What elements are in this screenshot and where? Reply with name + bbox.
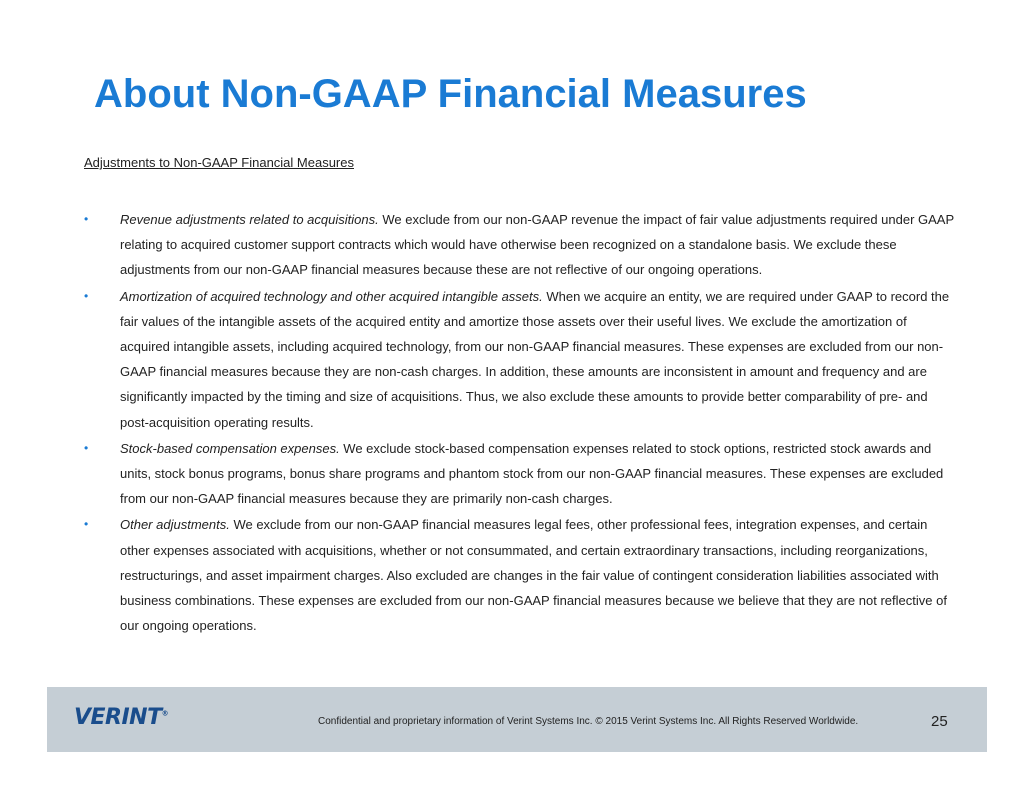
bullet-text: We exclude from our non-GAAP financial measures legal fees, other professional fees, integration expenses, and certain other expenses associated with acquisitions, whether or not consummated, and certain extraordinary transactions, including reorganizations, restructurings, and asset impairment charges. Also excluded are changes in the fair value of contingent consideration liabilities associated with business combinations. These expenses are excluded from our non-GAAP financial measures because we believe that they are not reflective of our ongoing operations. <box>120 517 947 634</box>
page-title: About Non-GAAP Financial Measures <box>94 72 807 116</box>
registered-mark: ® <box>161 709 169 718</box>
bullet-lead: Other adjustments. <box>120 517 230 533</box>
bullet-text: We exclude stock-based compensation expenses related to stock options, restricted stock awards and units, stock bonus programs, bonus share programs and phantom stock from our non-GAAP financial measures. These expenses are excluded from our non-GAAP financial measures because they are primarily non-cash charges. <box>120 440 944 507</box>
bullet-text: When we acquire an entity, we are required under GAAP to record the fair values of the intangible assets of the acquired entity and amortize those assets over their useful lives. We exclude the amortization of acquired intangible assets, including acquired technology, from our non-GAAP financial measures. These expenses are excluded from our non-GAAP financial measures because they are non-cash charges. In addition, these amounts are inconsistent in amount and frequency and are significantly impacted by the timing and size of acquisitions. Thus, we also exclude these amounts to provide better comparability of pre- and post-acquisition operating results. <box>120 288 950 430</box>
bullet-text: We exclude from our non-GAAP revenue the impact of fair value adjustments required under GAAP relating to acquired customer support contracts which would have otherwise been recognized on a standalone basis. We exclude these adjustments from our non-GAAP financial measures because these are not reflective of our ongoing operations. <box>120 212 954 278</box>
bullet-lead: Stock-based compensation expenses. <box>120 440 340 456</box>
bullet-lead: Amortization of acquired technology and other acquired intangible assets. <box>120 288 543 304</box>
bullet-list <box>84 207 954 639</box>
logo-text: VERINT <box>74 705 162 730</box>
footer-bar <box>47 687 987 752</box>
page-number: 25 <box>931 713 948 730</box>
verint-logo <box>74 705 168 730</box>
section-heading: Adjustments to Non-GAAP Financial Measures <box>84 155 354 170</box>
bullet-dot-icon: • <box>84 288 89 303</box>
bullet-item <box>84 436 954 512</box>
bullet-lead: Revenue adjustments related to acquisitions. <box>120 212 379 227</box>
bullet-dot-icon: • <box>84 440 89 455</box>
bullet-dot-icon: • <box>84 212 89 226</box>
bullet-dot-icon: • <box>84 517 89 532</box>
bullet-item <box>84 512 954 638</box>
bullet-item <box>84 284 954 435</box>
confidential-notice: Confidential and proprietary information of Verint Systems Inc. © 2015 Verint Systems Inc. All Rights Reserved Worldwide. <box>318 716 859 727</box>
bullet-item <box>84 207 954 283</box>
